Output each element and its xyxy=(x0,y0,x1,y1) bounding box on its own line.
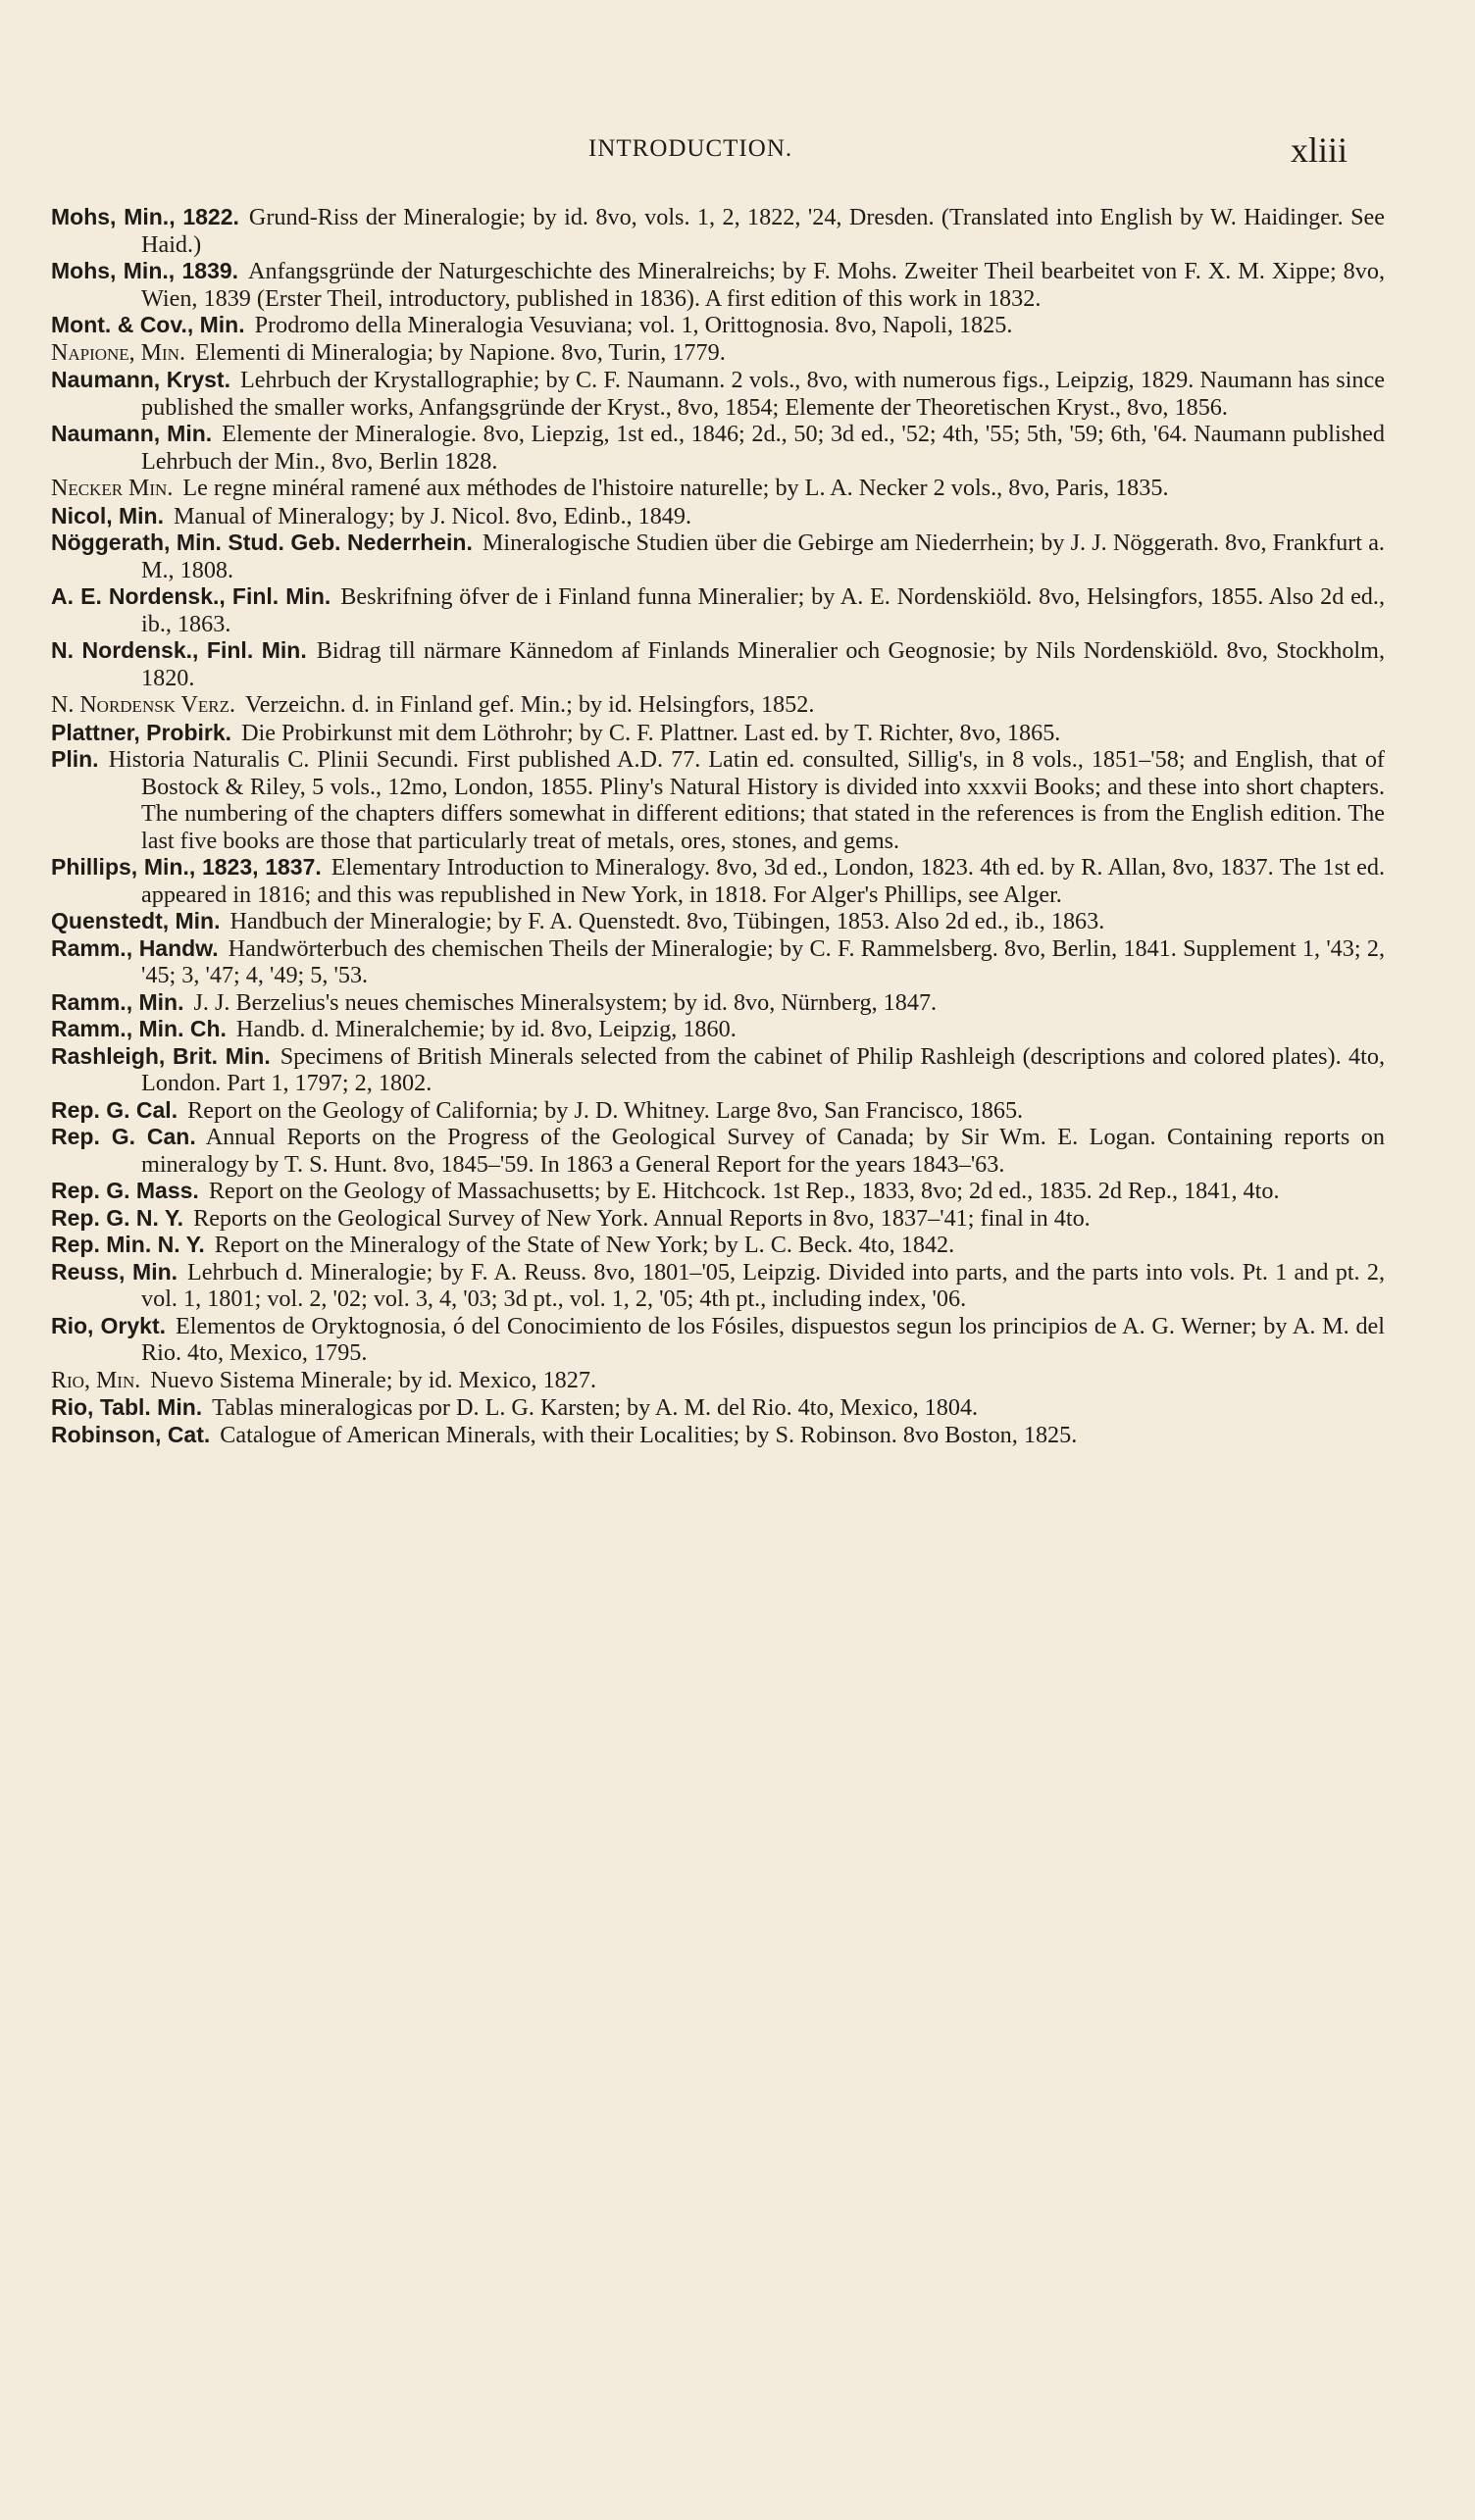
entry-text: Historia Naturalis C. Plinii Secundi. First published A.D. 77. Latin ed. consulted, Sillig's, in 8 vols., 1851–'58; and English, that of Bostock & Riley, 5 vols., 12mo, London, 1855. Pliny's Natural History is divided into xxxvii Books; and these into short chapters. The numbering of the chapters differs somewhat in different editions; that stated in the references is from the English edition. The last five books are those that particularly treat of metals, ores, stones, and gems. xyxy=(108,746,1385,854)
page-title: INTRODUCTION. xyxy=(588,135,793,162)
bibliography-entry xyxy=(51,1205,1385,1233)
entry-abbreviation: Naumann, Kryst. xyxy=(51,367,230,392)
entry-text: Die Probirkunst mit dem Löthrohr; by C. F. Plattner. Last ed. by T. Richter, 8vo, 1865. xyxy=(241,719,1061,746)
entry-text: Lehrbuch d. Mineralogie; by F. A. Reuss. 8vo, 1801–'05, Leipzig. Divided into parts, and the parts into vols. Pt. 1 and pt. 2, vol. 1, 1801; vol. 2, '02; vol. 3, 4, '03; 3d pt., vol. 1, 2, '05; 4th pt., including index, '06. xyxy=(141,1258,1385,1312)
bibliography-entry xyxy=(51,1422,1385,1449)
entry-abbreviation: Mohs, Min., 1839. xyxy=(51,258,239,283)
entry-abbreviation: Rep. G. Mass. xyxy=(51,1178,199,1203)
entry-abbreviation: Rep. G. N. Y. xyxy=(51,1204,184,1231)
entry-abbreviation: Plin. xyxy=(51,746,99,772)
bibliography-entry xyxy=(51,637,1385,691)
entry-text: Report on the Geology of California; by J. D. Whitney. Large 8vo, San Francisco, 1865. xyxy=(187,1096,1024,1124)
entry-text: Catalogue of American Minerals, with their Localities; by S. Robinson. 8vo Boston, 1825. xyxy=(220,1421,1078,1448)
page-number: xliii xyxy=(1290,130,1348,170)
entry-text: Manual of Mineralogy; by J. Nicol. 8vo, Edinb., 1849. xyxy=(174,502,692,529)
entry-abbreviation: Rio, Tabl. Min. xyxy=(51,1394,203,1420)
bibliography-entry xyxy=(51,908,1385,935)
bibliography-entry xyxy=(51,529,1385,583)
entry-text: Elementary Introduction to Mineralogy. 8vo, 3d ed., London, 1823. 4th ed. by R. Allan, 8vo, 1837. The 1st ed. appeared in 1816; and this was republished in New York, in 1818. For Alger's Phillips, see Alger. xyxy=(141,854,1386,908)
entry-abbreviation: Rep. Min. N. Y. xyxy=(51,1232,205,1257)
bibliography-entry xyxy=(51,1232,1385,1259)
bibliography-entry xyxy=(51,421,1385,475)
entry-text: Specimens of British Minerals selected from the cabinet of Philip Rashleigh (descriptions and colored plates). 4to, London. Part 1, 1797; 2, 1802. xyxy=(141,1042,1385,1096)
entry-text: Beskrifning öfver de i Finland funna Mineralier; by A. E. Nordenskiöld. 8vo, Helsingfors, 1855. Also 2d ed., ib., 1863. xyxy=(141,583,1385,637)
bibliography-entry xyxy=(51,258,1385,312)
entry-abbreviation: N. Nordensk., Finl. Min. xyxy=(51,637,307,663)
bibliography-entry xyxy=(51,720,1385,747)
entry-abbreviation: Necker Min. xyxy=(51,476,174,501)
entry-text: Reports on the Geological Survey of New York. Annual Reports in 8vo, 1837–'41; final in 4to. xyxy=(193,1204,1091,1232)
entry-text: Report on the Mineralogy of the State of New York; by L. C. Beck. 4to, 1842. xyxy=(214,1232,955,1258)
bibliography-entry xyxy=(51,1394,1385,1422)
bibliography-entry xyxy=(51,1313,1385,1367)
bibliography-entry xyxy=(51,1097,1385,1125)
entry-abbreviation: Rep. G. Can. xyxy=(51,1124,196,1149)
entry-abbreviation: Ramm., Min. xyxy=(51,988,184,1015)
entry-abbreviation: A. E. Nordensk., Finl. Min. xyxy=(51,583,331,609)
entry-abbreviation: Phillips, Min., 1823, 1837. xyxy=(51,854,322,880)
entry-text: Elemente der Mineralogie. 8vo, Liepzig, 1st ed., 1846; 2d., 50; 3d ed., '52; 4th, '55; 5th, '59; 6th, '64. Naumann published Lehrbuch der Min., 8vo, Berlin 1828. xyxy=(141,421,1386,475)
entry-abbreviation: Rep. G. Cal. xyxy=(51,1096,178,1123)
bibliography-entry xyxy=(51,1016,1385,1043)
entry-text: J. J. Berzelius's neues chemisches Mineralsystem; by id. 8vo, Nürnberg, 1847. xyxy=(193,988,938,1016)
entry-text: Nuevo Sistema Minerale; by id. Mexico, 1827. xyxy=(150,1366,597,1393)
entry-abbreviation: N. Nordensk Verz. xyxy=(51,692,235,718)
bibliography-entry xyxy=(51,312,1385,339)
entry-text: Verzeichn. d. in Finland gef. Min.; by id. Helsingfors, 1852. xyxy=(244,691,815,718)
bibliography-entry xyxy=(51,746,1385,854)
entry-text: Handwörterbuch des chemischen Theils der Mineralogie; by C. F. Rammelsberg. 8vo, Berlin, 1841. Supplement 1, '43; 2, '45; 3, '47; 4, '49; 5, '53. xyxy=(141,934,1386,988)
bibliography-entry xyxy=(51,475,1385,503)
bibliography-entry xyxy=(51,1043,1385,1097)
entry-abbreviation: Nöggerath, Min. Stud. Geb. Nederrhein. xyxy=(51,529,473,555)
entry-abbreviation: Robinson, Cat. xyxy=(51,1421,211,1447)
entry-text: Grund-Riss der Mineralogie; by id. 8vo, vols. 1, 2, 1822, '24, Dresden. (Translated into English by W. Haidinger. See Haid.) xyxy=(141,204,1386,258)
entry-text: Anfangsgründe der Naturgeschichte des Mineralreichs; by F. Mohs. Zweiter Theil bearbeitet von F. X. M. Xippe; 8vo, Wien, 1839 (Erster Theil, introductory, published in 1836). A first edition of this work in 1832. xyxy=(141,258,1386,312)
bibliography-entry xyxy=(51,503,1385,530)
entry-text: Annual Reports on the Progress of the Geological Survey of Canada; by Sir Wm. E. Logan. Containing reports on mineralogy by T. S. Hunt. 8vo, 1845–'59. In 1863 a General Report for the years 1843–'63. xyxy=(141,1124,1385,1178)
entry-text: Bidrag till närmare Kännedom af Finlands Mineralier och Geognosie; by Nils Nordenskiöld. 8vo, Stockholm, 1820. xyxy=(141,637,1385,691)
bibliography-entry xyxy=(51,935,1385,989)
entry-text: Le regne minéral ramené aux méthodes de l'histoire naturelle; by L. A. Necker 2 vols., 8vo, Paris, 1835. xyxy=(182,475,1169,501)
bibliography-entry xyxy=(51,367,1385,421)
entry-abbreviation: Plattner, Probirk. xyxy=(51,719,232,745)
bibliography-entry xyxy=(51,1178,1385,1205)
bibliography-entry xyxy=(51,989,1385,1017)
entry-text: Handbuch der Mineralogie; by F. A. Quenstedt. 8vo, Tübingen, 1853. Also 2d ed., ib., 1863. xyxy=(229,908,1105,934)
entry-abbreviation: Reuss, Min. xyxy=(51,1258,178,1285)
entry-text: Mineralogische Studien über die Gebirge am Niederrhein; by J. J. Nöggerath. 8vo, Frankfurt a. M., 1808. xyxy=(141,529,1385,583)
bibliography-entry xyxy=(51,691,1385,720)
entry-text: Elementi di Mineralogia; by Napione. 8vo, Turin, 1779. xyxy=(194,338,726,366)
entry-abbreviation: Nicol, Min. xyxy=(51,502,164,529)
entry-abbreviation: Mont. & Cov., Min. xyxy=(51,312,245,337)
bibliography-entry xyxy=(51,339,1385,368)
entry-abbreviation: Ramm., Min. Ch. xyxy=(51,1016,227,1041)
entry-abbreviation: Quenstedt, Min. xyxy=(51,908,221,933)
bibliography-entry xyxy=(51,204,1385,258)
entry-text: Lehrbuch der Krystallographie; by C. F. Naumann. 2 vols., 8vo, with numerous figs., Leipzig, 1829. Naumann has since published the smaller works, Anfangsgründe der Kryst., 8vo, 1854; Elemente der Theoretischen Kryst., 8vo, 1856. xyxy=(141,367,1385,421)
entry-text: Handb. d. Mineralchemie; by id. 8vo, Leipzig, 1860. xyxy=(235,1016,737,1042)
entry-text: Prodromo della Mineralogia Vesuviana; vol. 1, Orittognosia. 8vo, Napoli, 1825. xyxy=(254,312,1013,338)
running-header xyxy=(0,129,1475,169)
entry-abbreviation: Ramm., Handw. xyxy=(51,934,219,961)
entry-abbreviation: Mohs, Min., 1822. xyxy=(51,204,239,229)
bibliography-entry xyxy=(51,854,1385,908)
bibliography-entry xyxy=(51,1124,1385,1178)
entry-abbreviation: Rio, Orykt. xyxy=(51,1312,167,1338)
entry-abbreviation: Rashleigh, Brit. Min. xyxy=(51,1042,271,1069)
entry-text: Tablas mineralogicas por D. L. G. Karsten; by A. M. del Rio. 4to, Mexico, 1804. xyxy=(212,1394,979,1421)
entry-text: Elementos de Oryktognosia, ó del Conocimiento de los Fósiles, dispuestos segun los principios de A. G. Werner; by A. M. del Rio. 4to, Mexico, 1795. xyxy=(141,1312,1385,1366)
bibliography-entry xyxy=(51,583,1385,637)
bibliography-list xyxy=(51,204,1385,1448)
bibliography-entry xyxy=(51,1367,1385,1395)
bibliography-entry xyxy=(51,1259,1385,1313)
entry-abbreviation: Rio, Min. xyxy=(51,1367,141,1393)
entry-abbreviation: Naumann, Min. xyxy=(51,421,213,446)
entry-text: Report on the Geology of Massachusetts; by E. Hitchcock. 1st Rep., 1833, 8vo; 2d ed., 1835. 2d Rep., 1841, 4to. xyxy=(208,1178,1280,1204)
entry-abbreviation: Napione, Min. xyxy=(51,339,185,366)
